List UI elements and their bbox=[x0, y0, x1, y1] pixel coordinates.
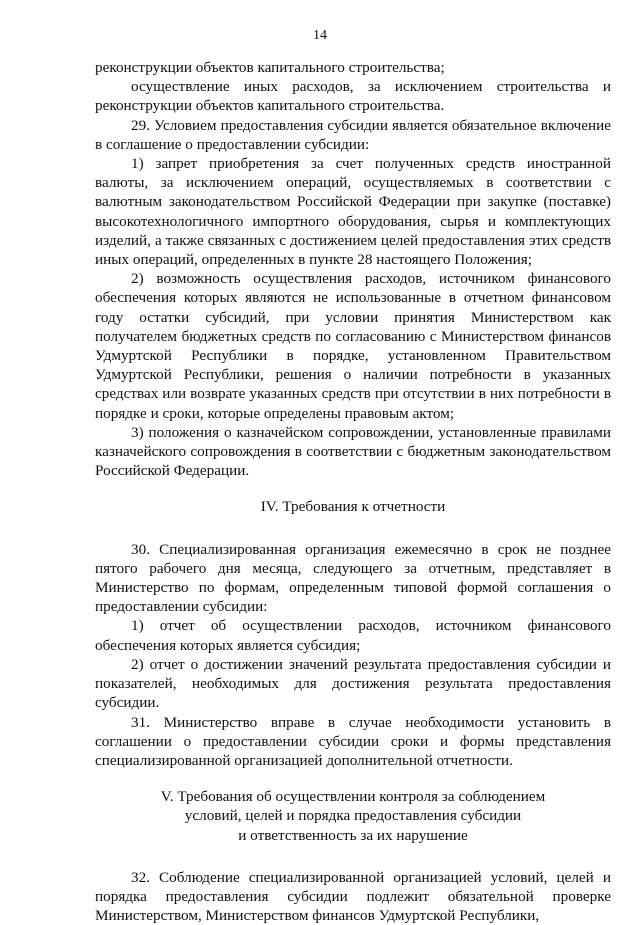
paragraph: 3) положения о казначейском сопровождении, установленные правилами казначейского сопровождения в соответствии с бюджетным законодательством Российской Федерации. bbox=[95, 423, 611, 480]
paragraph: 1) отчет об осуществлении расходов, источником финансового обеспечения которых является субсидия; bbox=[95, 617, 611, 654]
page-number: 14 bbox=[313, 28, 327, 43]
paragraph: реконструкции объектов капитального строительства; bbox=[95, 59, 445, 76]
section-heading-5-line: и ответственность за их нарушение bbox=[238, 826, 468, 844]
section-heading-4: IV. Требования к отчетности bbox=[260, 498, 446, 516]
paragraph: 32. Соблюдение специализированной организацией условий, целей и порядка предоставления субсидии подлежит обязательной проверке Министерством, Министерством финансов Удмуртской Республики, bbox=[95, 868, 611, 925]
paragraph: 2) возможность осуществления расходов, источником финансового обеспечения которых являются не использованные в отчетном финансовом году остатки субсидий, при условии принятия Министерством как получателем бюджетных средств по согласованию с Министерством финансов Удмуртской Республики в порядке, установленном Правительством Удмуртской Республики, решения о наличии потребности в указанных средствах или возврате указанных средств при отсутствии в них потребности в порядке и сроки, которые определены правовым актом; bbox=[95, 270, 611, 422]
paragraph: 2) отчет о достижении значений результата предоставления субсидии и показателей, необходимых для достижения результата предоставления субсидии. bbox=[95, 655, 611, 712]
paragraph: 30. Специализированная организация ежемесячно в срок не позднее пятого рабочего дня месяца, следующего за отчетным, представляет в Министерство по формам, определенным типовой формой соглашения о предоставлении субсидии: bbox=[95, 540, 611, 616]
paragraph: 31. Министерство вправе в случае необходимости установить в соглашении о предоставлении субсидии сроки и формы представления специализированной организацией дополнительной отчетности. bbox=[95, 713, 611, 769]
paragraph: 29. Условием предоставления субсидии является обязательное включение в соглашение о предоставлении субсидии: bbox=[95, 116, 611, 153]
section-heading-5-line: условий, целей и порядка предоставления субсидии bbox=[184, 807, 522, 825]
paragraph: 1) запрет приобретения за счет полученных средств иностранной валюты, за исключением операций, осуществляемых в соответствии с валютным законодательством Российской Федерации при закупке (поставке) высокотехнологичного импортного оборудования, сырья и комплектующих изделий, а также связанных с достижением целей предоставления этих средств иных операций, определенных в пункте 28 настоящего Положения; bbox=[95, 155, 611, 269]
paragraph: осуществление иных расходов, за исключением строительства и реконструкции объектов капитального строительства. bbox=[95, 78, 611, 115]
section-heading-5-line: V. Требования об осуществлении контроля за соблюдением bbox=[160, 788, 546, 806]
document-body bbox=[95, 58, 611, 925]
